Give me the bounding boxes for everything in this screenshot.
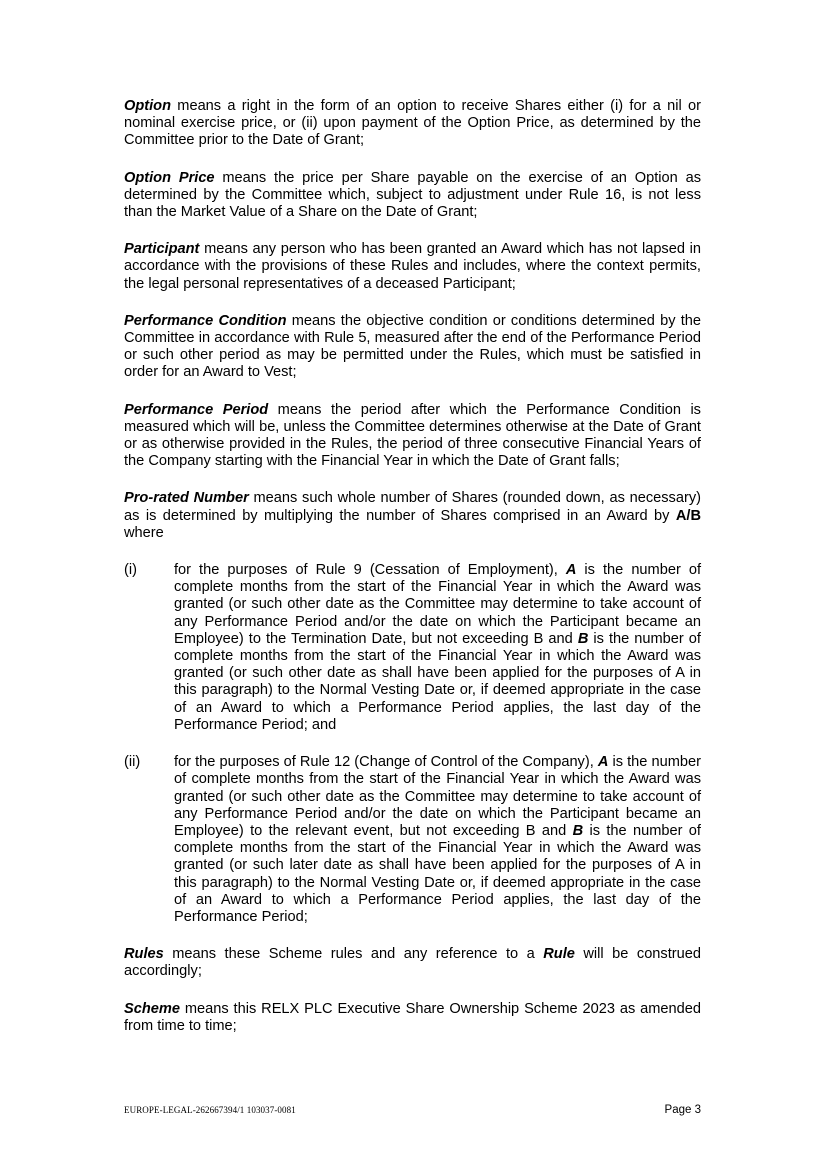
definition-term: Performance Period — [124, 401, 269, 418]
page-number: Page 3 — [664, 1104, 701, 1116]
definition-text: means this RELX PLC Executive Share Ownership Scheme 2023 as amended from time to time; — [124, 1000, 701, 1034]
item-text: for the purposes of Rule 9 (Cessation of Employment), — [174, 562, 566, 579]
variable-a: A — [597, 754, 609, 771]
variable-b: B — [577, 630, 589, 647]
definition-rules — [124, 946, 701, 980]
definition-text: means the period after which the Performance Condition is measured which will be, unless the Committee determines otherwise at the Date of Grant or as otherwise provided in the Rules, the period of three consecutive Financial Years of the Company starting with the Financial Year in which the Date of Grant falls; — [124, 401, 701, 470]
definition-term: Performance Condition — [124, 312, 287, 329]
definition-text: means the price per Share payable on the exercise of an Option as determined by the Committee which, subject to adjustment under Rule 16, is not less than the Market Value of a Share on the Date of Grant; — [124, 169, 702, 221]
list-item — [124, 754, 701, 926]
item-body — [174, 754, 701, 926]
definition-term: Participant — [124, 241, 200, 258]
definition-term: Rules — [124, 946, 164, 963]
definition-scheme — [124, 1001, 701, 1035]
definition-text: means any person who has been granted an Award which has not lapsed in accordance with the provisions of these Rules and includes, where the context permits, the legal personal representatives of a deceased Participant; — [124, 241, 701, 292]
item-text: is the number of complete months from the start of the Financial Year in which the Award was granted (or such other date as the Committee may determine to take account of any Performance Period and/or the date on which the Participant became an Employee) to the relevant event, but not exceeding B and — [174, 754, 701, 839]
formula: A/B — [675, 507, 701, 524]
variable-a: A — [565, 562, 577, 579]
item-label: (ii) — [124, 754, 141, 771]
list-item — [124, 562, 701, 734]
definition-text: where — [124, 524, 164, 541]
definition-text: means these Scheme rules and any reference to a — [163, 946, 544, 963]
definition-performance-period — [124, 402, 701, 471]
definition-performance-condition — [124, 313, 701, 382]
definition-text: means a right in the form of an option to receive Shares either (i) for a nil or nominal exercise price, or (ii) upon payment of the Option Price, as determined by the Committee prior to the Date of Grant; — [124, 98, 701, 149]
definition-option-price — [124, 170, 701, 222]
item-body — [174, 562, 701, 734]
item-text: is the number of complete months from the start of the Financial Year in which the Award was granted (or such other date as the Committee may determine to take account of any Performance Period and/or the date on which the Participant became an Employee) to the Termination Date, but not exceeding B and — [174, 562, 701, 647]
item-text: for the purposes of Rule 12 (Change of Control of the Company), — [174, 754, 598, 771]
definition-term: Pro-rated Number — [124, 490, 249, 507]
definition-term: Scheme — [124, 1000, 180, 1017]
definition-term: Option Price — [124, 169, 215, 186]
definition-pro-rated-number — [124, 490, 701, 542]
item-label: (i) — [124, 562, 137, 579]
definition-term: Option — [124, 98, 172, 114]
definition-participant — [124, 241, 701, 293]
definition-term: Rule — [543, 946, 575, 963]
definition-option — [124, 98, 701, 150]
item-text: is the number of complete months from the start of the Financial Year in which the Award was granted (or such other date as shall have been applied for the purposes of A in this paragraph) to the Normal Vesting Date or, if deemed appropriate in the case of an Award to which a Performance Period applies, the last day of the Performance Period; and — [174, 630, 701, 733]
definition-text: means such whole number of Shares (rounded down, as necessary) as is determined by multiplying the number of Shares comprised in an Award by — [124, 490, 701, 524]
document-body — [124, 98, 701, 1055]
definition-text: will be construed accordingly; — [124, 946, 701, 980]
definition-text: means the objective condition or conditions determined by the Committee in accordance with Rule 5, measured after the end of the Performance Period or such other period as may be permitted under the Rules, which must be satisfied in order for an Award to Vest; — [124, 312, 701, 381]
item-text: is the number of complete months from the start of the Financial Year in which the Award was granted (or such later date as shall have been applied for the purposes of A in this paragraph) to the Normal Vesting Date or, if deemed appropriate in the case of an Award to which a Performance Period applies, the last day of the Performance Period; — [174, 822, 701, 925]
document-reference: EUROPE-LEGAL-262667394/1 103037-0081 — [124, 1105, 296, 1115]
variable-b: B — [572, 822, 584, 839]
